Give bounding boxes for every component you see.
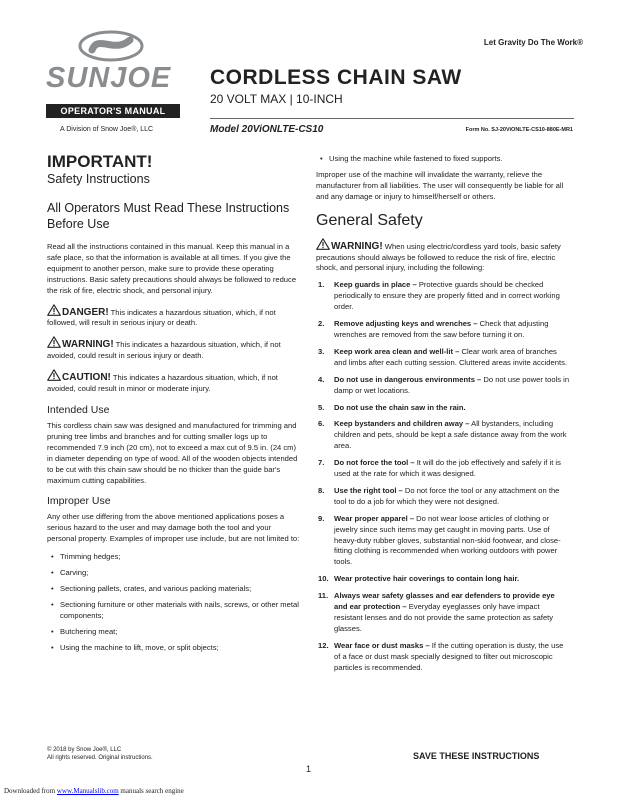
warning-signal-word: WARNING! [331,240,383,252]
item-bold: Keep guards in place – [334,280,417,290]
warning-triangle-icon [47,369,61,381]
all-operators-heading: All Operators Must Read These Instructions Before Use [47,201,290,231]
warning-signal-word: WARNING! [62,339,114,351]
caution-text: This indicates a hazardous situation, which, if not avoided, could result in minor or moderate injury. [47,373,278,394]
sunjoe-logo-icon [78,30,144,62]
list-item: • Carving; [47,568,300,579]
list-item: • Sectioning furniture or other materials with nails, screws, or other metal components; [47,600,300,622]
form-number: Form No. SJ-20ViONLTE-CS10-880E-MR1 [465,127,573,133]
item-number: 3. [318,346,325,356]
item-text: Do not wear loose articles of clothing or jewelry since such items may get caught in moving parts. Use of heavy-duty rubber gloves, substantial non-skid footwear, and close-fitting clothing is recommended when working outdoors with power tools. [334,513,561,567]
item-number: 2. [318,319,325,329]
copyright [47,746,153,762]
item-bold: Do not use the chain saw in the rain. [334,402,466,412]
warning-triangle-icon [47,336,61,348]
item-number: 4. [318,374,325,384]
tagline: Let Gravity Do The Work® [483,38,583,47]
item-bold: Wear face or dust masks – [334,640,430,650]
list-item: • Sectioning pallets, crates, and various packing materials; [47,584,300,595]
item-text: If the cutting operation is dusty, the use of a face or dust mask specially designed to filter out microscopic particles is recommended. [334,640,564,672]
item-bold: Wear protective hair coverings to contain long hair. [334,574,520,584]
warranty-paragraph: Improper use of the machine will invalidate the warranty, relieve the manufacturer from all liabilities. The user will consequently be liable for all and any damage or injury to himself/herself or others. [316,169,564,201]
important-heading: IMPORTANT! [47,152,153,171]
item-number: 7. [318,458,325,468]
list-item [316,486,570,508]
header-divider [210,118,574,119]
list-item: • Trimming hedges; [47,552,300,563]
list-item [316,514,570,569]
danger-text: This indicates a hazardous situation, which, if not followed, will result in serious injury or death. [47,307,276,328]
caution-signal-word: CAUTION! [62,372,111,384]
item-number: 6. [318,419,325,429]
item-bold: Always wear safety glasses and ear defenders to provide eye and ear protection – [334,591,555,612]
general-safety-warning-text: When using electric/cordless yard tools, basic safety precautions should always be followed to reduce the risk of fire, electric shock, and personal injury, including the following: [316,241,561,273]
improper-use-list-continued [316,154,570,165]
danger-signal-word: DANGER! [62,306,109,318]
item-number: 8. [318,485,325,495]
warning-triangle-icon [47,304,61,316]
intro-paragraph: Read all the instructions contained in this manual. Keep this manual in a safe place, so that the information is available at all times. If you give the equipment to another person, make sure to provide these operating instructions. Basic safety precautions should always be followed to reduce the risk of fire, electric shock, and personal injury. [47,242,297,295]
list-item [316,319,570,341]
improper-use-list [47,552,300,653]
copyright-line: All rights reserved. Original instructions. [47,755,153,761]
intended-use-heading: Intended Use [47,403,110,416]
list-item: • Using the machine to lift, move, or split objects; [47,643,300,654]
item-text: All bystanders, including children and pets, should be kept a safe distance away from the work area. [334,419,567,451]
item-number: 9. [318,513,325,523]
item-number: 11. [318,591,329,601]
model-number: Model 20ViONLTE-CS10 [210,124,324,135]
item-text: It will do the job effectively and safely if it is used at the rate for which it was designed. [334,458,561,479]
item-text: Check that adjusting wrenches are removed from the saw before turning it on. [334,319,549,339]
item-bold: Do not force the tool – [334,458,415,468]
intended-use-paragraph: This cordless chain saw was designed and manufactured for trimming and pruning tree limbs and branches and for cutting smaller logs up to recommended 7.9 inch (20 cm), not to exceed a max cut of 9.5 in. (24 cm) in diameter depending on type of wood. All of the wooden objects intended to be cut with this chain saw should be no thicker than the guide bar's maximum cutting capabilities. [47,420,298,485]
download-suffix: manuals search engine [118,787,184,795]
list-item [316,419,570,452]
operators-manual-label: OPERATOR'S MANUAL [46,104,180,118]
general-safety-heading: General Safety [316,211,423,229]
improper-use-paragraph: Any other use differing from the above mentioned applications poses a serious hazard to the user and may damage both the tool and your personal property. Examples of improper use include, but are not limited to: [47,512,300,544]
list-item: • Using the machine while fastened to fixed supports. [316,154,570,165]
list-item [316,280,570,313]
item-text: Do not force the tool or any attachment on the tool to do a job for which they were not designed. [334,485,560,506]
page-number: 1 [306,764,312,774]
general-safety-warning [316,238,570,275]
general-safety-list [316,280,570,673]
page-title: CORDLESS CHAIN SAW [210,66,462,89]
item-text: Protective guards should be checked periodically to ensure they are properly fitted and in correct working order. [334,280,560,312]
item-text: Clear work area of branches and limbs after each cutting session. Cluttered areas invite accidents. [334,346,567,367]
right-column [316,152,570,680]
item-number: 1. [318,280,325,290]
logo-text: SUNJOE [46,62,172,94]
list-item [316,574,570,585]
copyright-line: © 2018 by Snow Joe®, LLC [47,747,122,753]
list-item [316,403,570,414]
list-item: • Butchering meat; [47,627,300,638]
item-number: 12. [318,640,329,650]
list-item [316,347,570,369]
save-instructions-footer: SAVE THESE INSTRUCTIONS [413,751,540,761]
item-bold: Remove adjusting keys and wrenches – [334,319,478,329]
safety-instructions-heading: Safety Instructions [47,172,150,186]
list-item [316,458,570,480]
warning-triangle-icon [316,238,330,250]
manualslib-link[interactable]: www.Manualslib.com [56,787,119,795]
item-bold: Do not use in dangerous environments – [334,374,482,384]
warning-notice [47,336,300,362]
danger-notice [47,304,300,330]
item-number: 10. [318,574,329,584]
list-item [316,375,570,397]
list-item [316,641,570,674]
division-text: A Division of Snow Joe®, LLC [60,126,154,133]
item-text: Do not use power tools in damp or wet locations. [334,374,570,395]
item-bold: Keep bystanders and children away – [334,419,470,429]
improper-use-heading: Improper Use [47,495,111,508]
left-column [47,152,300,658]
page-subtitle: 20 VOLT MAX | 10-INCH [210,92,343,106]
caution-notice [47,369,300,395]
item-bold: Wear proper apparel – [334,513,415,523]
item-text: Everyday eyeglasses only have impact resistant lenses and do not provide the same protection as safety glasses. [334,602,554,633]
download-prefix: Downloaded from [4,787,57,795]
download-notice [4,787,184,795]
item-bold: Keep work area clean and well-lit – [334,346,460,356]
warning-text: This indicates a hazardous situation, which, if not avoided, could result in serious injury or death. [47,340,281,361]
item-bold: Use the right tool – [334,485,403,495]
item-number: 5. [318,402,325,412]
list-item [316,591,570,635]
